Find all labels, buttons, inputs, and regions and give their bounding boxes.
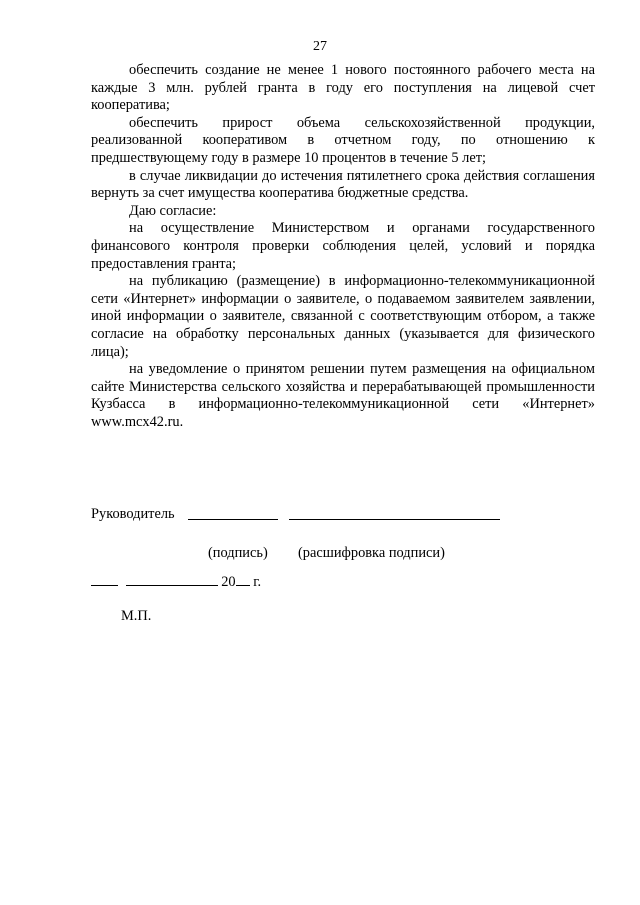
date-year-blank	[236, 573, 250, 586]
date-year-prefix: 20	[221, 574, 236, 590]
consent-notification-paragraph: на уведомление о принятом решении путем размещения на официальном сайте Министерства сельского хозяйства и перерабатывающей промышленности Кузбасса в информационно-телекоммуникационной сети «Интернет» www.mcx42.ru.	[91, 361, 595, 430]
document-body	[91, 62, 595, 431]
signature-row	[91, 506, 595, 523]
decryption-caption: (расшифровка подписи)	[298, 545, 445, 561]
consent-heading: Даю согласие:	[129, 202, 217, 219]
obligation-jobs-paragraph: обеспечить создание не менее 1 нового постоянного рабочего места на каждые 3 млн. рублей гранта в году его поступления на лицевой счет кооператива;	[91, 62, 595, 114]
consent-audit-paragraph: на осуществление Министерством и органами государственного финансового контроля проверки соблюдения целей, условий и порядка предоставления гранта;	[91, 220, 595, 272]
date-day-blank	[91, 573, 118, 586]
stamp-row	[121, 608, 625, 625]
page-number: 27	[313, 39, 327, 54]
signature-decryption-line	[289, 519, 500, 520]
date-month-blank	[126, 573, 218, 586]
role-label: Руководитель	[91, 506, 175, 522]
obligation-production-growth-paragraph: обеспечить прирост объема сельскохозяйственной продукции, реализованной кооперативом в отчетном году, по отношению к предшествующему году в размере 10 процентов в течение 5 лет;	[91, 114, 595, 166]
stamp-label: М.П.	[121, 608, 152, 624]
signature-line	[188, 519, 278, 520]
date-suffix: г.	[253, 574, 262, 590]
date-row	[91, 573, 595, 591]
signature-caption: (подпись)	[208, 545, 268, 561]
obligation-liquidation-paragraph: в случае ликвидации до истечения пятилетнего срока действия соглашения вернуть за счет имущества кооператива бюджетные средства.	[91, 167, 595, 202]
consent-publication-paragraph: на публикацию (размещение) в информационно-телекоммуникационной сети «Интернет» информации о заявителе, о подаваемом заявителем заявлении, иной информации о заявителе, связанной с соответствующим отбором, а также согласие на обработку персональных данных (указывается для физического лица);	[91, 273, 595, 360]
